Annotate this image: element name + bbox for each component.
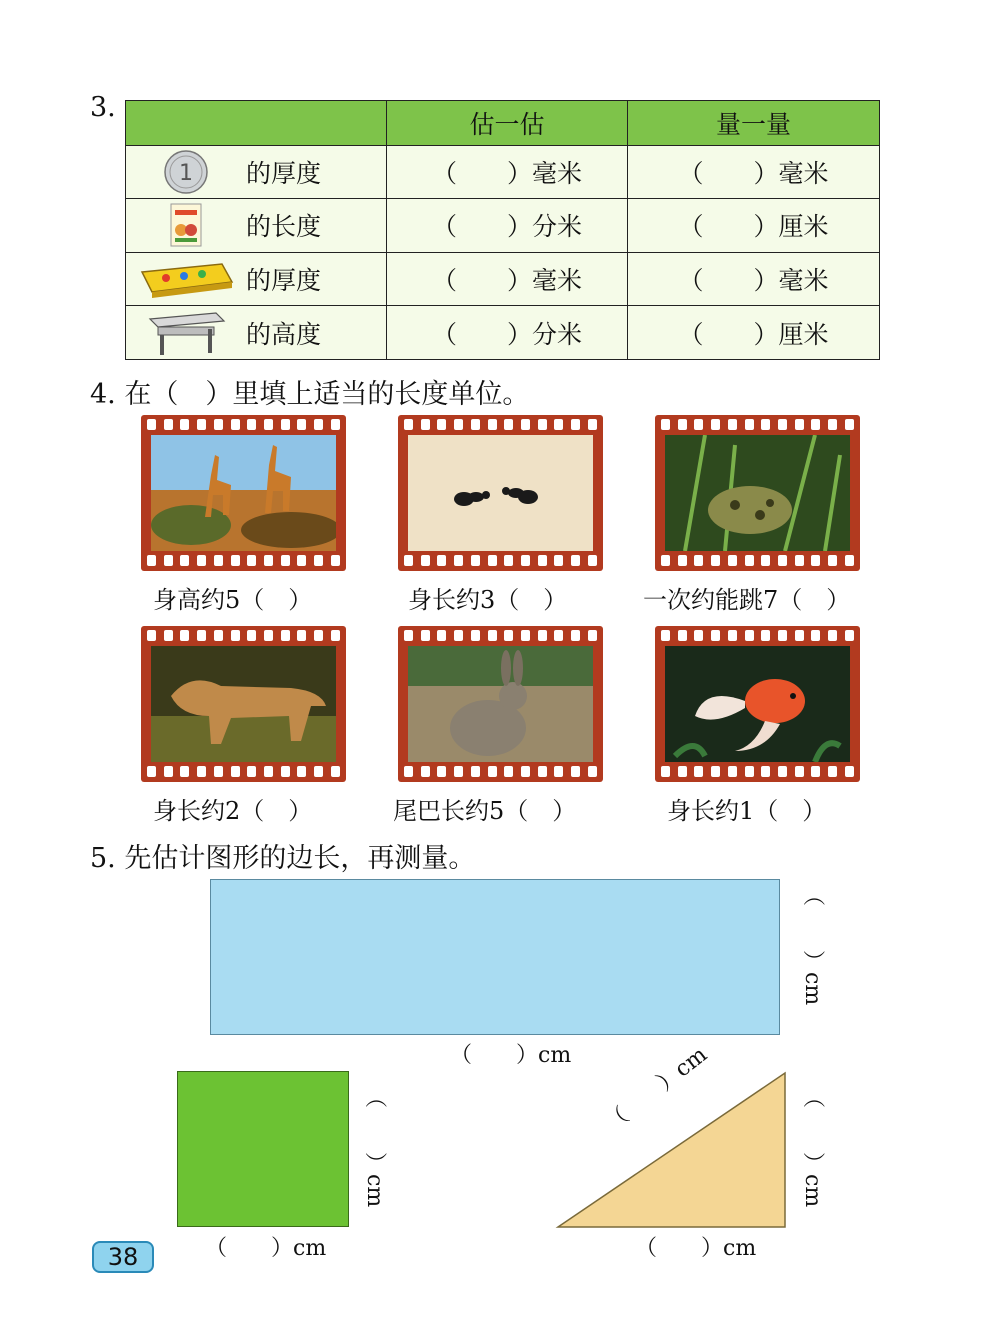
header-item (126, 101, 387, 146)
frog-photo (665, 435, 850, 551)
question-4-title: 4. 在（ ）里填上适当的长度单位。 (90, 379, 530, 410)
caption-frog: 一次约能跳7（ ） (643, 586, 851, 614)
estimate-cell[interactable]: （ ）毫米 (387, 252, 628, 306)
estimate-cell[interactable]: （ ）分米 (387, 199, 628, 253)
table-row (126, 252, 880, 306)
caption-lion: 身长约2（ ） (153, 797, 313, 825)
rabbit-photo (408, 646, 593, 762)
book-icon (126, 202, 246, 248)
caption-rabbit: 尾巴长约5（ ） (393, 797, 577, 825)
row-item-label: 的厚度 (246, 158, 322, 188)
table-row (126, 306, 880, 360)
measure-cell[interactable]: （ ）毫米 (628, 252, 880, 306)
caption-goldfish: 身长约1（ ） (667, 797, 827, 825)
square-bottom-label: （ ）cm (205, 1236, 327, 1261)
question-3-number: 3. (90, 92, 116, 123)
film-frame-giraffes (141, 415, 346, 571)
row-item (126, 306, 387, 360)
caption-ants: 身长约3（ ） (408, 586, 568, 614)
estimate-cell[interactable]: （ ）分米 (387, 306, 628, 360)
estimate-cell[interactable]: （ ）毫米 (387, 145, 628, 199)
film-frame-goldfish (655, 626, 860, 782)
film-frame-ants (398, 415, 603, 571)
header-measure: 量一量 (628, 101, 880, 146)
row-item-label: 的高度 (246, 319, 322, 349)
triangle-bottom-label: （ ）cm (635, 1236, 757, 1261)
rectangle-bottom-label: （ ）cm (450, 1043, 572, 1068)
desk-icon (126, 309, 246, 357)
film-frame-rabbit (398, 626, 603, 782)
row-item-label: 的厚度 (246, 266, 322, 296)
ants-photo (408, 435, 593, 551)
svg-text:1: 1 (179, 160, 193, 186)
measure-table (125, 100, 880, 360)
table-row (126, 199, 880, 253)
measure-cell[interactable]: （ ）厘米 (628, 199, 880, 253)
coin-icon (126, 149, 246, 195)
question-5-title: 5. 先估计图形的边长，再测量。 (90, 843, 476, 874)
lion-photo (151, 646, 336, 762)
row-item (126, 145, 387, 199)
measure-cell[interactable]: （ ）厘米 (628, 306, 880, 360)
row-item (126, 252, 387, 306)
blue-rectangle (210, 879, 780, 1035)
goldfish-photo (665, 646, 850, 762)
page-number: 38 (92, 1241, 154, 1273)
row-item-label: 的长度 (246, 212, 322, 242)
triangle-side-label: （ ）cm (800, 1086, 825, 1208)
measure-cell[interactable]: （ ）毫米 (628, 145, 880, 199)
square-side-label: （ ）cm (362, 1086, 387, 1208)
table-header-row (126, 101, 880, 146)
caption-giraffes: 身高约5（ ） (153, 586, 313, 614)
header-estimate: 估一估 (387, 101, 628, 146)
table-row (126, 145, 880, 199)
giraffes-photo (151, 435, 336, 551)
rectangle-side-label: （ ）cm (800, 884, 825, 1006)
triangle-hypotenuse-label: （ ）cm (601, 1042, 712, 1137)
row-item (126, 199, 387, 253)
pencil-case-icon (126, 258, 246, 300)
film-frame-lion (141, 626, 346, 782)
film-frame-frog (655, 415, 860, 571)
green-square (177, 1071, 349, 1227)
